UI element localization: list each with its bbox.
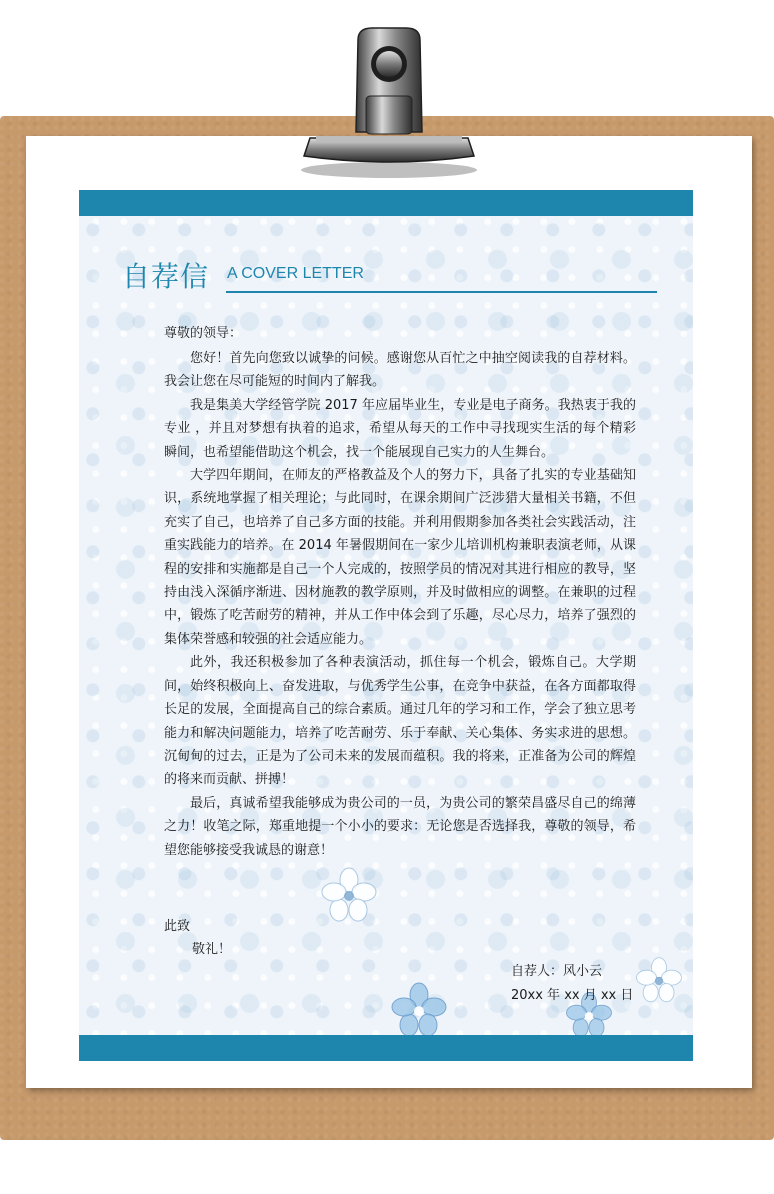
paragraph-education: 大学四年期间，在师友的严格教益及个人的努力下，具备了扎实的专业基础知识，系统地掌握了相关理论；与此同时，在课余期间广泛涉猎大量相关书籍，不但充实了自己，也培养了自己多方面的技能。并利用假期参加各类社会实践活动，注重实践能力的培养。在 2014 年暑假期间在一家少儿培训机构兼职表演老师，从课程的安排和实施都是自己一个人完成的，按照学员的情况对其进行相应的教导，坚持由浅入深循序渐进、因材施教的教学原则，并及时做相应的调整。在兼职的过程中，锻炼了吃苦耐劳的精神，并从工作中体会到了乐趣，尽心尽力，培养了强烈的集体荣誉感和较强的社会适应能力。 bbox=[164, 468, 636, 647]
page-subtitle: A COVER LETTER bbox=[227, 265, 364, 282]
bottom-accent-bar bbox=[79, 1035, 693, 1061]
closing-line-2: 敬礼！ bbox=[192, 942, 232, 957]
paragraph-greeting: 您好！首先向您致以诚挚的问候。感谢您从百忙之中抽空阅读我的自荐材料。我会让您在尽可能短的时间内了解我。 bbox=[164, 351, 636, 390]
letter-body bbox=[164, 347, 636, 862]
paragraph-introduction: 我是集美大学经管学院 2017 年应届毕业生，专业是电子商务。我热衷于我的专业 ，并且对梦想有执着的追求，希望从每天的工作中寻找现实生活的每个精彩瞬间，也希望能借助这个机会，找一个能展现自己实力的人生舞台。 bbox=[164, 397, 636, 460]
paragraph-activities: 此外，我还积极参加了各种表演活动，抓住每一个机会，锻炼自己。大学期间，始终积极向上、奋发进取，与优秀学生公事，在竞争中获益，在各方面都取得长足的发展，全面提高自己的综合素质。通过几年的学习和工作，学会了独立思考能力和解决问题能力，培养了吃苦耐劳、乐于奉献、关心集体、务实求进的思想。沉甸甸的过去，正是为了公司未来的发展而蕴积。我的将来，正准备为公司的辉煌的将来而贡献、拼搏！ bbox=[164, 655, 636, 788]
closing-line-1: 此致 bbox=[164, 919, 191, 934]
signature: 自荐人：风小云 bbox=[511, 964, 603, 979]
plum-blossom-icon bbox=[319, 866, 379, 926]
binder-clip-icon bbox=[296, 20, 482, 180]
top-accent-bar bbox=[79, 190, 693, 216]
title-underline bbox=[226, 291, 657, 293]
plum-blossom-icon bbox=[634, 956, 684, 1006]
page-title: 自荐信 bbox=[122, 260, 210, 293]
signature-date: 20xx 年 xx 月 xx 日 bbox=[511, 988, 634, 1003]
salutation: 尊敬的领导： bbox=[164, 326, 243, 341]
paragraph-conclusion: 最后，真诚希望我能够成为贵公司的一员，为贵公司的繁荣昌盛尽自己的绵薄之力！收笔之际，郑重地提一个小小的要求：无论您是否选择我，尊敬的领导，希望您能够接受我诚恳的谢意！ bbox=[164, 795, 636, 858]
plum-blossom-icon bbox=[384, 981, 454, 1041]
